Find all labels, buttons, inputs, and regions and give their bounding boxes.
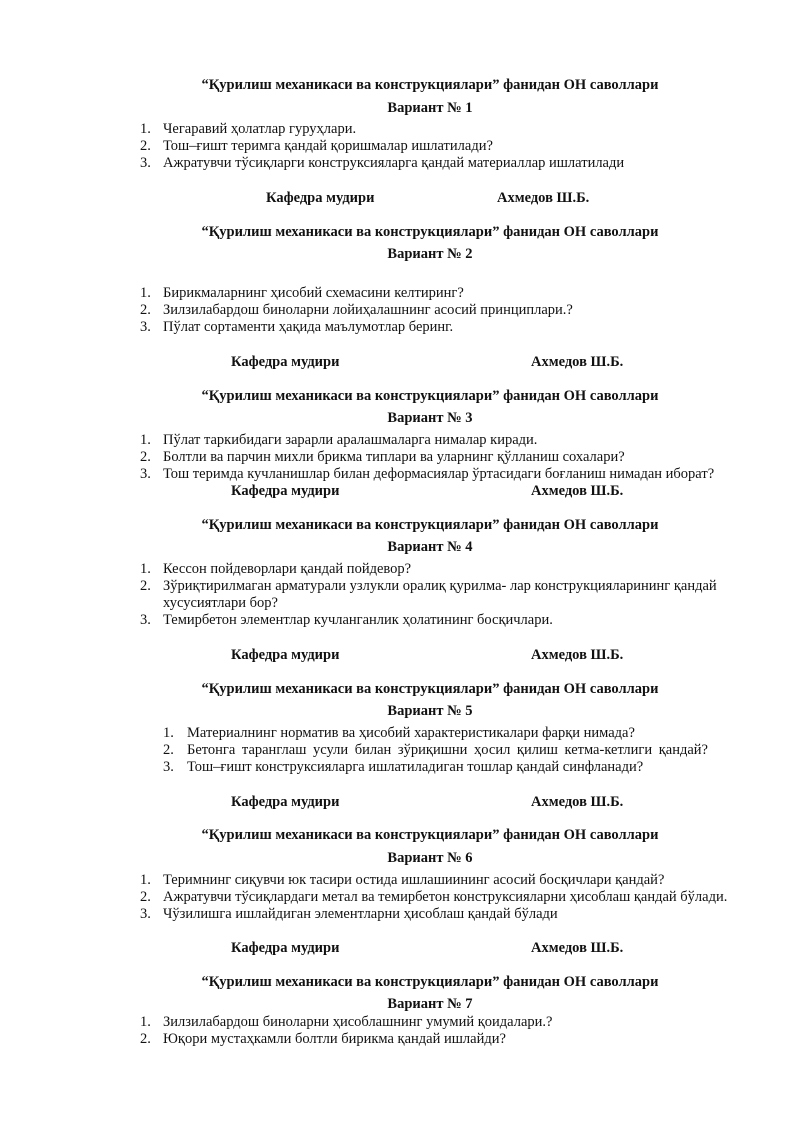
question-list: [163, 725, 763, 776]
department-head-name: Ахмедов Ш.Б.: [531, 794, 624, 810]
variant-label: Вариант № 1: [387, 100, 473, 116]
question-text: Ажратувчи тўсиқларги конструксияларга қандай материаллар ишлатилади: [163, 155, 625, 171]
department-head-label: Кафедра мудири: [266, 190, 375, 206]
list-item: 1. Кессон пойдеворлари қандай пойдевор?: [140, 561, 740, 578]
question-text: Зилзилабардош биноларни лойиҳалашнинг асосий принциплари.?: [163, 302, 573, 318]
question-text: Зўриқтирилмаган арматурали узлукли оралиқ қурилма- лар конструкцияларининг қандай хусусиятлари бор?: [163, 578, 717, 611]
list-item: 1. Пўлат таркибидаги зарарли аралашмаларга нималар киради.: [140, 432, 760, 449]
list-item: 1. Чегаравий ҳолатлар гуруҳлари.: [140, 121, 760, 138]
document-title: “Қурилиш механикаси ва конструкциялари” фанидан ОН саволлари: [201, 681, 659, 697]
list-item: 3. Темирбетон элементлар кучланганлик ҳолатининг босқичлари.: [140, 612, 740, 629]
question-list: [140, 1014, 760, 1048]
question-text: Бетонга таранглаш усули билан зўриқишни ҳосил қилиш кетма-кетлиги қандай?: [187, 742, 708, 758]
list-item: 3. Тош–ғишт конструксияларга ишлатиладиган тошлар қандай синфланади?: [163, 759, 763, 776]
list-item: 3. Чўзилишга ишлайдиган элементларни ҳисоблаш қандай бўлади: [140, 906, 770, 923]
question-text: Тош теримда кучланишлар билан деформасиялар ўртасидаги боғланиш нимадан иборат?: [163, 466, 715, 482]
question-text: Ажратувчи тўсиқлардаги метал ва темирбетон конструксияларни ҳисоблаш қандай бўлади.: [163, 889, 728, 905]
list-item: 3. Тош теримда кучланишлар билан деформасиялар ўртасидаги боғланиш нимадан иборат?: [140, 466, 760, 483]
variant-label: Вариант № 4: [387, 539, 473, 555]
document-title: “Қурилиш механикаси ва конструкциялари” фанидан ОН саволлари: [201, 224, 659, 240]
question-list: [140, 561, 740, 629]
variant-label: Вариант № 6: [387, 850, 473, 866]
list-item: 1. Теримнинг сиқувчи юк тасири остида ишлашиининг асосий босқичлари қандай?: [140, 872, 770, 889]
department-head-label: Кафедра мудири: [231, 794, 340, 810]
question-text: Чўзилишга ишлайдиган элементларни ҳисоблаш қандай бўлади: [163, 906, 558, 922]
question-list: [140, 285, 760, 336]
question-text: Бирикмаларнинг ҳисобий схемасини келтиринг?: [163, 285, 464, 301]
question-text: Юқори мустаҳкамли болтли бирикма қандай ишлайди?: [163, 1031, 506, 1047]
question-text: Материалнинг норматив ва ҳисобий характеристикалари фарқи нимада?: [187, 725, 635, 741]
list-item: 2. Юқори мустаҳкамли болтли бирикма қандай ишлайди?: [140, 1031, 760, 1048]
department-head-label: Кафедра мудири: [231, 647, 340, 663]
question-text: Тош–ғишт конструксияларга ишлатиладиган тошлар қандай синфланади?: [187, 759, 644, 775]
department-head-name: Ахмедов Ш.Б.: [497, 190, 590, 206]
question-text: Зилзилабардош биноларни ҳисоблашнинг умумий қоидалари.?: [163, 1014, 553, 1030]
list-item: 1. Бирикмаларнинг ҳисобий схемасини келтиринг?: [140, 285, 760, 302]
question-text: Теримнинг сиқувчи юк тасири остида ишлашиининг асосий босқичлари қандай?: [163, 872, 665, 888]
question-text: Болтли ва парчин михли брикма типлари ва уларнинг қўлланиш сохалари?: [163, 449, 625, 465]
department-head-name: Ахмедов Ш.Б.: [531, 354, 624, 370]
department-head-name: Ахмедов Ш.Б.: [531, 483, 624, 499]
variant-label: Вариант № 5: [387, 703, 473, 719]
list-item: 1. Зилзилабардош биноларни ҳисоблашнинг умумий қоидалари.?: [140, 1014, 760, 1031]
list-item: 2. Ажратувчи тўсиқлардаги метал ва темирбетон конструксияларни ҳисоблаш қандай бўлади.: [140, 889, 770, 906]
department-head-label: Кафедра мудири: [231, 483, 340, 499]
document-title: “Қурилиш механикаси ва конструкциялари” фанидан ОН саволлари: [201, 827, 659, 843]
document-title: “Қурилиш механикаси ва конструкциялари” фанидан ОН саволлари: [201, 77, 659, 93]
list-item: 1. Материалнинг норматив ва ҳисобий характеристикалари фарқи нимада?: [163, 725, 763, 742]
document-title: “Қурилиш механикаси ва конструкциялари” фанидан ОН саволлари: [201, 974, 659, 990]
department-head-name: Ахмедов Ш.Б.: [531, 647, 624, 663]
variant-label: Вариант № 2: [387, 246, 473, 262]
list-item: 3. Пўлат сортаменти ҳақида маълумотлар беринг.: [140, 319, 760, 336]
department-head-name: Ахмедов Ш.Б.: [531, 940, 624, 956]
variant-label: Вариант № 3: [387, 410, 473, 426]
list-item: 3. Ажратувчи тўсиқларги конструксияларга қандай материаллар ишлатилади: [140, 155, 760, 172]
list-item: 2. Бетонга таранглаш усули билан зўриқишни ҳосил қилиш кетма-кетлиги қандай?: [163, 742, 763, 759]
document-title: “Қурилиш механикаси ва конструкциялари” фанидан ОН саволлари: [201, 388, 659, 404]
question-text: Темирбетон элементлар кучланганлик ҳолатининг босқичлари.: [163, 612, 553, 628]
question-text: Кессон пойдеворлари қандай пойдевор?: [163, 561, 412, 577]
document-title: “Қурилиш механикаси ва конструкциялари” фанидан ОН саволлари: [201, 517, 659, 533]
question-text: Тош–ғишт теримга қандай қоришмалар ишлатилади?: [163, 138, 493, 154]
list-item: 2. Болтли ва парчин михли брикма типлари ва уларнинг қўлланиш сохалари?: [140, 449, 760, 466]
department-head-label: Кафедра мудири: [231, 354, 340, 370]
question-text: Пўлат сортаменти ҳақида маълумотлар беринг.: [163, 319, 454, 335]
list-item: 2. Зилзилабардош биноларни лойиҳалашнинг асосий принциплари.?: [140, 302, 760, 319]
department-head-label: Кафедра мудири: [231, 940, 340, 956]
question-list: [140, 432, 760, 483]
list-item: 2. Тош–ғишт теримга қандай қоришмалар ишлатилади?: [140, 138, 760, 155]
list-item: 2. Зўриқтирилмаган арматурали узлукли оралиқ қурилма- лар конструкцияларининг қандай хусусиятлари бор?: [140, 578, 740, 612]
question-list: [140, 121, 760, 172]
question-text: Чегаравий ҳолатлар гуруҳлари.: [163, 121, 357, 137]
question-list: [140, 872, 770, 923]
variant-label: Вариант № 7: [387, 996, 473, 1012]
question-text: Пўлат таркибидаги зарарли аралашмаларга нималар киради.: [163, 432, 538, 448]
